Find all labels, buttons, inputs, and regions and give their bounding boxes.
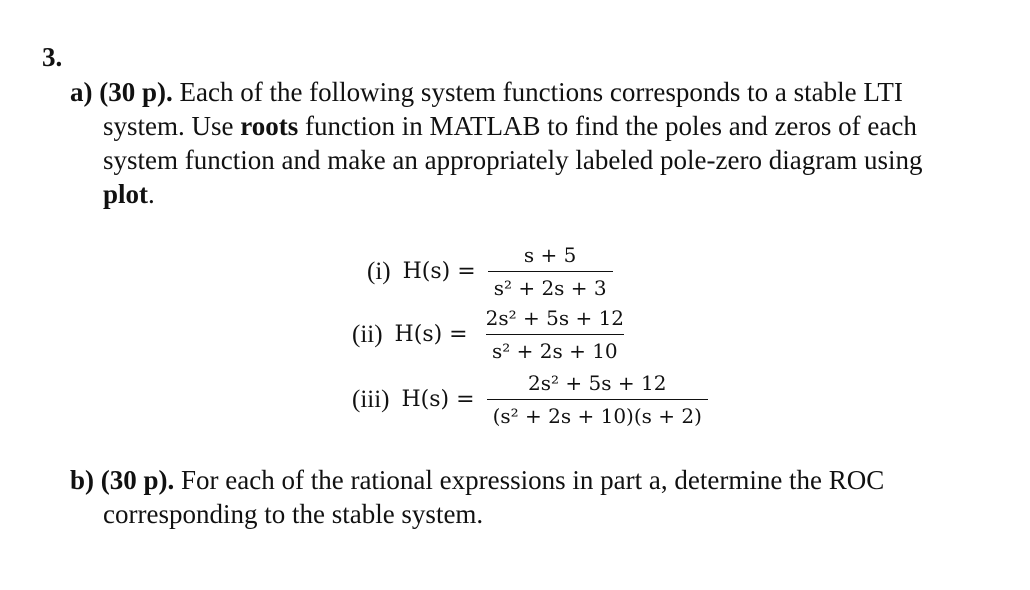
part-b xyxy=(70,463,995,531)
problem-number: 3. xyxy=(42,42,63,72)
equation-iii xyxy=(352,370,708,429)
part-b-label: b) xyxy=(70,465,95,495)
equation-label: (i) xyxy=(367,257,391,285)
fraction xyxy=(488,242,613,301)
fraction xyxy=(487,370,708,429)
equation-i xyxy=(367,242,613,301)
equation-label: (iii) xyxy=(352,385,390,413)
part-a-label: a) xyxy=(70,77,93,107)
part-a-line-1-text: Each of the following system functions corresponds to a stable LTI xyxy=(172,77,903,107)
roots-keyword: roots xyxy=(240,111,299,141)
numerator: s + 5 xyxy=(523,243,577,267)
part-a-line-3: system function and make an appropriately labeled pole-zero diagram using xyxy=(103,145,923,175)
equation-lhs: H(s) = xyxy=(401,387,475,412)
numerator: 2s² + 5s + 12 xyxy=(528,371,667,395)
fraction xyxy=(480,305,630,364)
equation-lhs: H(s) = xyxy=(394,322,468,347)
part-a xyxy=(70,75,995,211)
part-a-points: (30 p). xyxy=(99,77,173,107)
plot-keyword: plot xyxy=(103,179,149,209)
part-a-line-2-pre: system. Use xyxy=(103,111,241,141)
equation-lhs: H(s) = xyxy=(402,259,476,284)
part-b-line-1-text: For each of the rational expressions in part a, determine the ROC xyxy=(174,465,885,495)
equation-ii xyxy=(352,305,630,364)
part-a-line-4-post: . xyxy=(148,179,155,209)
part-a-line-4 xyxy=(70,177,995,211)
denominator: s² + 2s + 10 xyxy=(486,334,624,364)
part-b-points: (30 p). xyxy=(100,465,175,495)
part-b-line-2: corresponding to the stable system. xyxy=(103,499,484,529)
denominator: s² + 2s + 3 xyxy=(488,271,613,301)
part-a-line-2-post: function in MATLAB to find the poles and zeros of each xyxy=(298,111,917,141)
part-a-line-1 xyxy=(70,75,995,109)
part-b-line-1 xyxy=(70,463,995,497)
numerator: 2s² + 5s + 12 xyxy=(485,306,625,330)
denominator: (s² + 2s + 10)(s + 2) xyxy=(487,399,708,429)
part-a-line-2 xyxy=(70,109,995,143)
equation-label: (ii) xyxy=(352,320,383,348)
